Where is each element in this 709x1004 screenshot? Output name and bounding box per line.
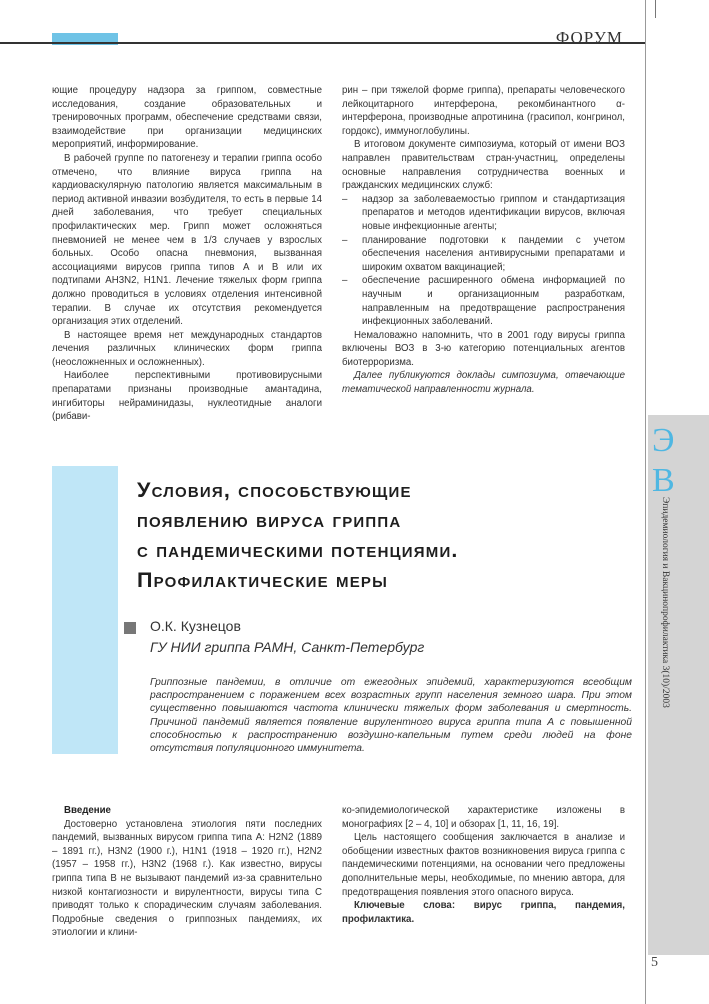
logo-letters-lower: В (652, 462, 675, 493)
journal-sidebar (648, 415, 709, 955)
author-affiliation: ГУ НИИ гриппа РАМН, Санкт-Петербург (150, 639, 425, 655)
title-line: появлению вируса гриппа (137, 508, 402, 532)
bottom-left-column (52, 804, 322, 940)
paragraph: В настоящее время нет международных стандартов лечения различных клинических форм гриппа (неосложненных и осложненных). (52, 329, 322, 368)
title-line: Условия, способствующие (137, 478, 412, 502)
paragraph-italic: Далее публикуются доклады симпозиума, отвечающие тематической направленности журнала. (342, 370, 625, 396)
author-marker (124, 622, 136, 634)
top-right-column (342, 84, 625, 397)
keywords-value: вирус гриппа, пандемия, профилактика. (342, 900, 625, 925)
title-line: с пандемическими потенциями. (137, 538, 459, 562)
paragraph: ко-эпидемиологической характеристике изложены в монографиях [2 – 4, 10] и обзорах [1, 11, 16, 19]. (342, 805, 625, 830)
list-item: – надзор за заболеваемостью гриппом и стандартизация препаратов и методов идентификации вирусов, включая новые инфекционные агенты; (342, 193, 625, 234)
journal-vertical-caption: Эпидемиология и Вакцинопрофилактика 3(10)/2003 (660, 497, 670, 708)
article-title (137, 475, 637, 595)
header-rule (0, 42, 646, 44)
top-left-column (52, 84, 322, 424)
list-item: – обеспечение расширенного обмена информацией по научным и организационным разработкам, направленным на предотвращение распространения инфекционных заболеваний. (342, 274, 625, 328)
keywords (342, 899, 625, 926)
paragraph: В рабочей группе по патогенезу и терапии гриппа особо отмечено, что влияние вируса гриппа на кардиоваскулярную патологию является максимальным в период активной инвазии возбудителя, то есть в первые 14 дней заболевания, что требует специальных профилактических мер. Грипп может осложняться пневмонией не менее чем в 1/3 случаев у взрослых больных. Особо опасна пневмония, вызванная ассоциациями вирусов гриппа типов А и В или их подтипами АН3N2, H1N1. Лечение тяжелых форм гриппа должно проводиться в условиях отделения интенсивной терапии. В случае их отсутствия рекомендуется организация этих отделений. (52, 152, 322, 328)
page-number: 5 (651, 955, 658, 970)
section-title: ФОРУМ (555, 28, 623, 47)
margin-rule (645, 0, 646, 1004)
article-abstract: Гриппозные пандемии, в отличие от ежегодных эпидемий, характеризуются всеобщим распространением с поражением всех возрастных групп населения земного шара. При этом существенно повышаются частота клинически тяжелых форм заболевания и смертность. Причиной пандемий является появление вирулентного вируса гриппа типа А с повышенной способностью к распространению воздушно-капельным путем среди людей на фоне отсутствия популяционного иммунитета. (150, 677, 632, 755)
crop-mark (655, 0, 656, 18)
author-name: О.К. Кузнецов (150, 618, 241, 634)
bottom-right-column (342, 804, 625, 926)
title-line: Профилактические меры (137, 568, 389, 592)
recommendations-list (342, 193, 625, 329)
list-item: – планирование подготовки к пандемии с учетом обеспечения населения антивирусными препаратами и широким охватом вакцинацией; (342, 234, 625, 275)
paragraph: Цель настоящего сообщения заключается в анализе и обобщении известных фактов возникновения вируса гриппа с пандемическими потенциями, на основании чего предложены дополнительные меры, необходимые, по мнению автора, для предотвращения появления этого опасного вируса. (342, 832, 625, 898)
paragraph: Наиболее перспективными противовирусными препаратами признаны производные амантадина, ингибиторы нейраминидазы, нуклеотидные аналоги (рибави- (52, 370, 322, 423)
journal-logo-icon (650, 415, 702, 493)
keywords-label: Ключевые слова: (354, 900, 456, 912)
section-heading: Введение (64, 805, 111, 816)
paragraph: В итоговом документе симпозиума, который от имени ВОЗ направлен правительствам стран-участниц, определены основные направления сотрудничества военных и гражданских медицинских служб: (342, 139, 625, 192)
title-accent-block (52, 466, 118, 754)
paragraph: рин – при тяжелой форме гриппа), препараты человеческого лейкоцитарного интерферона, рекомбинантного α-интерферона, производные апротинина (грасипол, конгринол, гордокс), иммуноглобулины. (342, 85, 625, 137)
logo-letters: Э (652, 422, 675, 459)
paragraph: ющие процедуру надзора за гриппом, совместные исследования, создание образовательных и тренировочных программ, обеспечение средствами связи, взаимодействие при организации медицинских мероприятий, информирование. (52, 85, 322, 151)
paragraph: Достоверно установлена этиология пяти последних пандемий, вызванных вирусом гриппа типа А: H2N2 (1889 – 1891 гг.), H3N2 (1900 г.), H1N1 (1918 – 1920 гг.), H2N2 (1957 – 1958 гг.), H3N2 (1968 г.). Как известно, вирусы гриппа типа В не вызывают пандемий из-за сравнительно низкой контагиозности и вирулентности, вирусы типа С приводят только к спорадическим случаям заболевания. Подробные сведения о гриппозных пандемиях, их этиологии и клини- (52, 818, 322, 939)
paragraph: Немаловажно напомнить, что в 2001 году вирусы гриппа включены ВОЗ в 3-ю категорию потенциальных агентов биотерроризма. (342, 329, 625, 368)
